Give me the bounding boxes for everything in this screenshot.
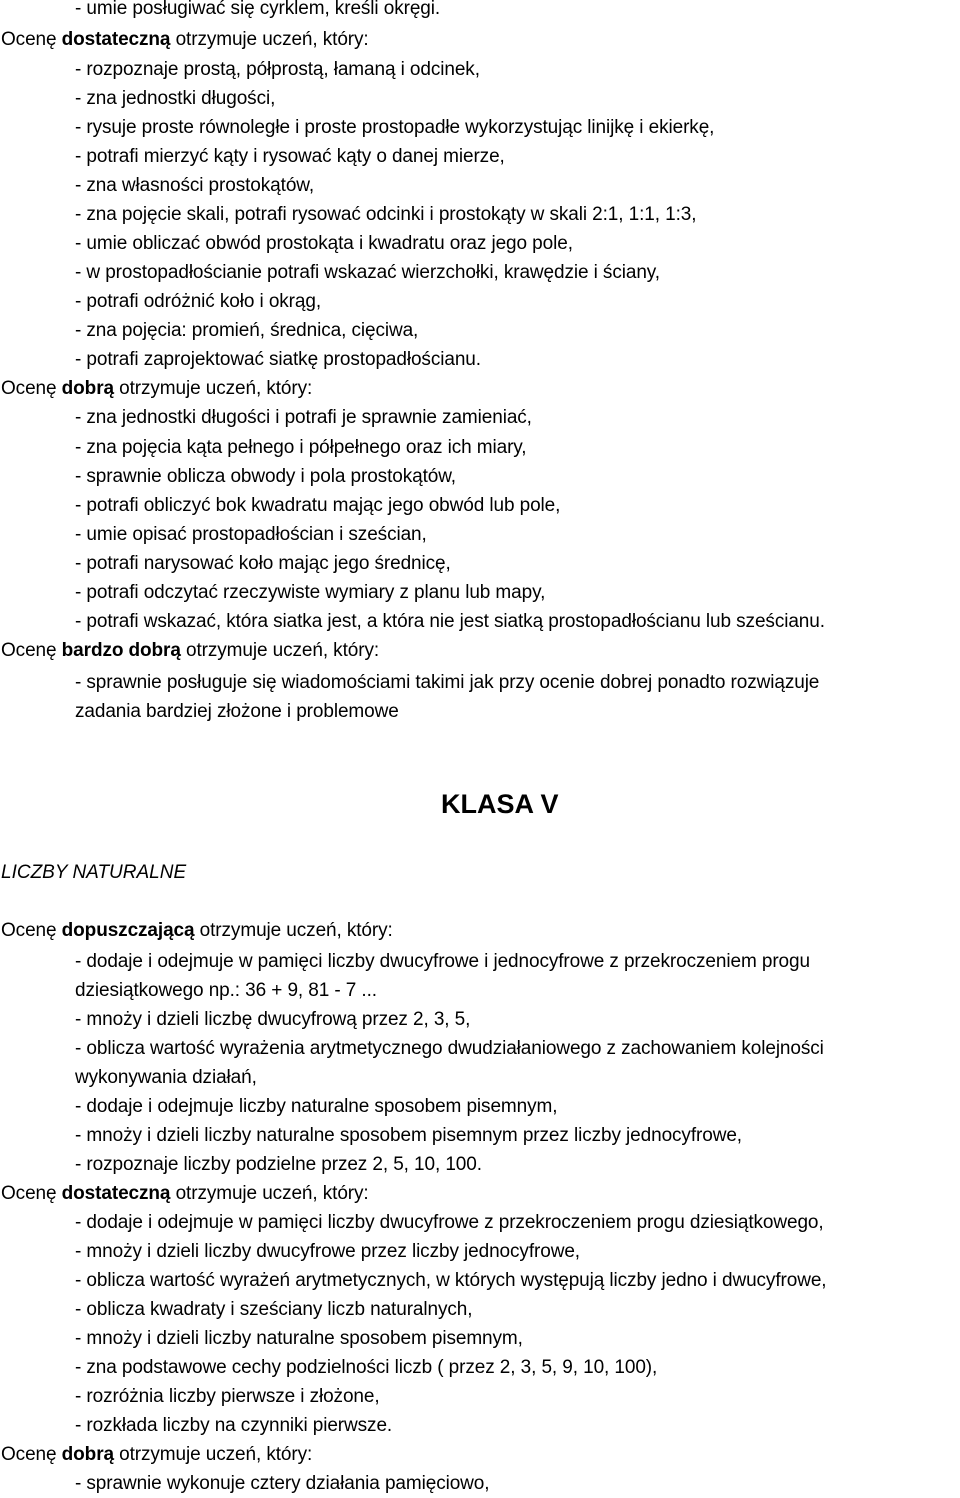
list-item: - rozpoznaje prostą, półprostą, łamaną i odcinek, <box>75 59 480 80</box>
grade-heading <box>1 25 369 54</box>
grade-heading-prefix: Ocenę <box>1 920 62 941</box>
list-item: - potrafi obliczyć bok kwadratu mając jego obwód lub pole, <box>75 495 561 516</box>
class-title: KLASA V <box>441 789 559 819</box>
list-item: - potrafi odczytać rzeczywiste wymiary z planu lub mapy, <box>75 582 546 603</box>
grade-heading-prefix: Ocenę <box>1 378 62 399</box>
list-item: wykonywania działań, <box>75 1067 257 1088</box>
list-item: - mnoży i dzieli liczby naturalne sposobem pisemnym przez liczby jednocyfrowe, <box>75 1125 742 1146</box>
list-item: - mnoży i dzieli liczbę dwucyfrową przez 2, 3, 5, <box>75 1009 471 1030</box>
grade-heading-suffix: otrzymuje uczeń, który: <box>170 29 369 50</box>
list-item: - dodaje i odejmuje w pamięci liczby dwucyfrowe z przekroczeniem progu dziesiątkowego, <box>75 1212 824 1233</box>
grade-heading <box>1 636 379 665</box>
grade-heading-suffix: otrzymuje uczeń, który: <box>113 1444 313 1465</box>
list-item: - rozpoznaje liczby podzielne przez 2, 5, 10, 100. <box>75 1154 482 1175</box>
list-item: - zna jednostki długości i potrafi je sprawnie zamieniać, <box>75 407 532 428</box>
list-item: - oblicza kwadraty i sześciany liczb naturalnych, <box>75 1299 473 1320</box>
list-item: - zna własności prostokątów, <box>75 175 315 196</box>
list-item: - w prostopadłościanie potrafi wskazać wierzchołki, krawędzie i ściany, <box>75 262 660 283</box>
list-item: zadania bardziej złożone i problemowe <box>75 701 399 722</box>
grade-heading-suffix: otrzymuje uczeń, który: <box>170 1183 369 1204</box>
list-item: - zna pojęcia: promień, średnica, cięciwa, <box>75 320 419 341</box>
grade-heading-suffix: otrzymuje uczeń, który: <box>180 640 380 661</box>
grade-name: dobrą <box>61 378 114 399</box>
list-item: - mnoży i dzieli liczby dwucyfrowe przez liczby jednocyfrowe, <box>75 1241 580 1262</box>
list-item: - umie opisać prostopadłościan i sześcian, <box>75 524 427 545</box>
list-item: - sprawnie posługuje się wiadomościami takimi jak przy ocenie dobrej ponadto rozwiązuje <box>75 672 820 693</box>
list-item: - potrafi zaprojektować siatkę prostopadłościanu. <box>75 349 481 370</box>
grade-heading <box>1 916 393 945</box>
grade-heading-prefix: Ocenę <box>1 1183 62 1204</box>
section-title: LICZBY NATURALNE <box>1 862 187 883</box>
list-item: - zna pojęcia kąta pełnego i półpełnego oraz ich miary, <box>75 437 527 458</box>
grade-heading-prefix: Ocenę <box>1 640 62 661</box>
list-item: - potrafi wskazać, która siatka jest, a która nie jest siatką prostopadłościanu lub sześcianu. <box>75 611 825 632</box>
list-item: - potrafi odróżnić koło i okrąg, <box>75 291 322 312</box>
grade-heading-prefix: Ocenę <box>1 29 62 50</box>
list-item: - rysuje proste równoległe i proste prostopadłe wykorzystując linijkę i ekierkę, <box>75 117 715 138</box>
list-item: - potrafi mierzyć kąty i rysować kąty o danej mierze, <box>75 146 505 167</box>
list-item: - rozróżnia liczby pierwsze i złożone, <box>75 1386 380 1407</box>
list-item: - sprawnie oblicza obwody i pola prostokątów, <box>75 466 456 487</box>
list-item: - dodaje i odejmuje w pamięci liczby dwucyfrowe i jednocyfrowe z przekroczeniem progu <box>75 951 810 972</box>
grade-heading-suffix: otrzymuje uczeń, który: <box>194 920 393 941</box>
grade-heading <box>1 1440 312 1469</box>
list-item: - mnoży i dzieli liczby naturalne sposobem pisemnym, <box>75 1328 523 1349</box>
grade-heading <box>1 374 312 403</box>
list-item: - zna podstawowe cechy podzielności liczb ( przez 2, 3, 5, 9, 10, 100), <box>75 1357 658 1378</box>
list-item: dziesiątkowego np.: 36 + 9, 81 - 7 ... <box>75 980 377 1001</box>
list-item: - dodaje i odejmuje liczby naturalne sposobem pisemnym, <box>75 1096 558 1117</box>
list-item: - zna jednostki długości, <box>75 88 276 109</box>
grade-name: bardzo dobrą <box>61 640 181 661</box>
grade-heading-prefix: Ocenę <box>1 1444 62 1465</box>
grade-name: dobrą <box>61 1444 114 1465</box>
list-item: - rozkłada liczby na czynniki pierwsze. <box>75 1415 393 1436</box>
list-item: - oblicza wartość wyrażeń arytmetycznych, w których występują liczby jedno i dwucyfrowe, <box>75 1270 827 1291</box>
grade-heading <box>1 1179 369 1208</box>
grade-name: dostateczną <box>61 29 171 50</box>
grade-name: dostateczną <box>61 1183 171 1204</box>
list-item: - potrafi narysować koło mając jego średnicę, <box>75 553 451 574</box>
list-item: - zna pojęcie skali, potrafi rysować odcinki i prostokąty w skali 2:1, 1:1, 1:3, <box>75 204 697 225</box>
list-item: - sprawnie wykonuje cztery działania pamięciowo, <box>75 1473 490 1494</box>
grade-heading-suffix: otrzymuje uczeń, który: <box>113 378 313 399</box>
list-item: - umie obliczać obwód prostokąta i kwadratu oraz jego pole, <box>75 233 573 254</box>
grade-name: dopuszczającą <box>61 920 195 941</box>
list-item: - oblicza wartość wyrażenia arytmetycznego dwudziałaniowego z zachowaniem kolejności <box>75 1038 824 1059</box>
list-item: - umie posługiwać się cyrklem, kreśli okręgi. <box>75 0 441 19</box>
